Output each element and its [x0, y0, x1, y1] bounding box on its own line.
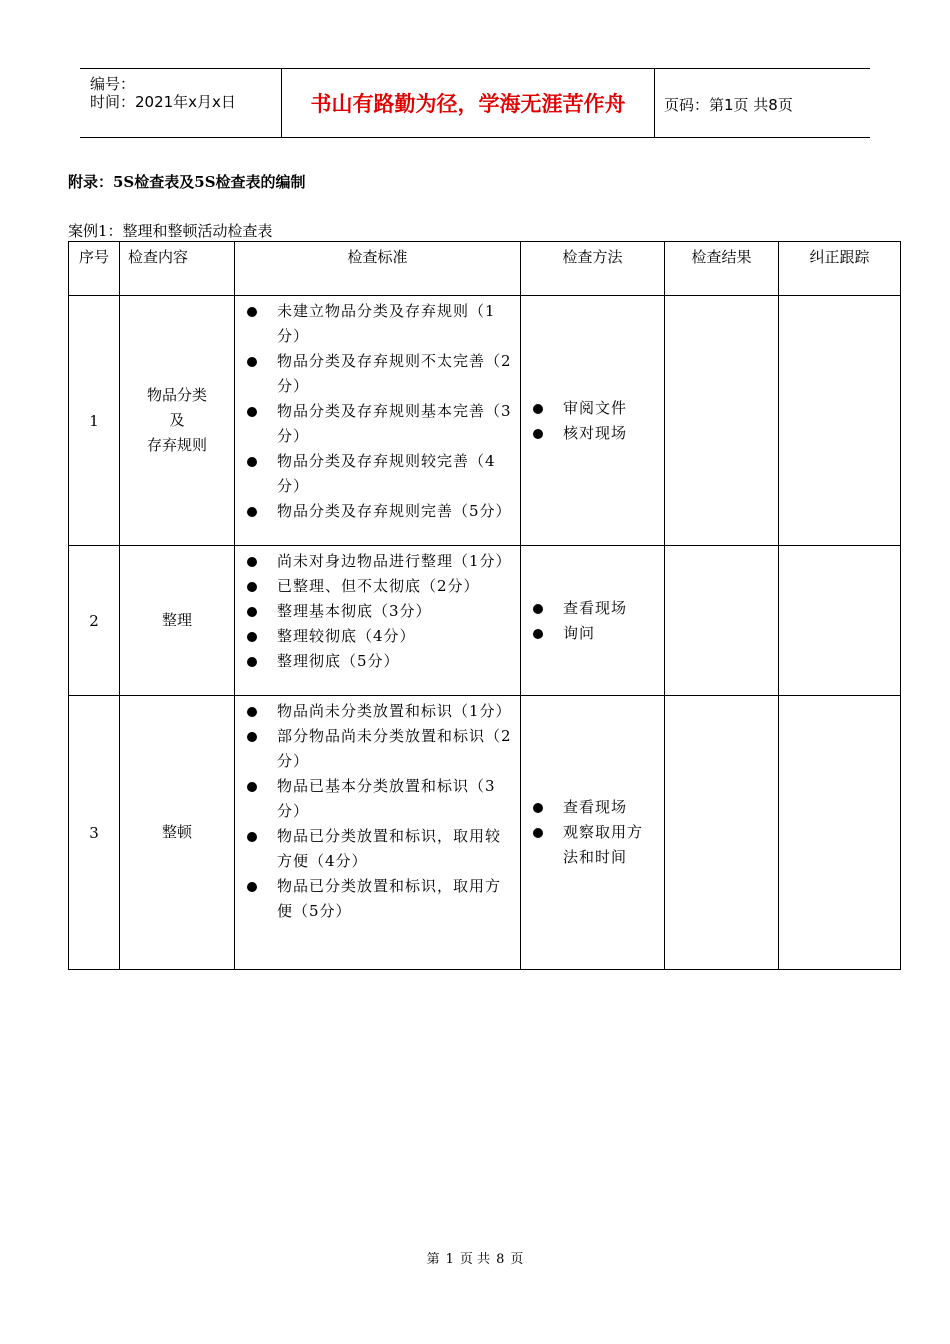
number-label: 编号：: [90, 75, 136, 93]
time-label: 时间：2021年x月x日: [90, 93, 236, 111]
criteria-item: 未建立物品分类及存弃规则（1分）: [243, 299, 512, 349]
table-row: [69, 696, 901, 970]
row-content: [120, 696, 235, 970]
criteria-item: 物品分类及存弃规则完善（5分）: [243, 499, 512, 524]
row-tracking: [779, 546, 901, 696]
criteria-item: 物品分类及存弃规则不太完善（2分）: [243, 349, 512, 399]
method-item: 询问: [529, 621, 656, 646]
row-tracking: [779, 296, 901, 546]
header-tracking: 纠正跟踪: [779, 242, 901, 296]
table-row: [69, 546, 901, 696]
criteria-item: 物品已分类放置和标识，取用较方便（4分）: [243, 824, 512, 874]
header-no: 序号: [69, 242, 120, 296]
document-header: [80, 68, 870, 138]
row-result: [665, 296, 779, 546]
row-methods: [521, 696, 665, 970]
row-content: [120, 296, 235, 546]
row-methods: [521, 296, 665, 546]
header-meta: [80, 69, 281, 137]
content-line: 整顿: [161, 823, 192, 841]
criteria-item: 物品已基本分类放置和标识（3分）: [243, 774, 512, 824]
content-line: 整理: [161, 611, 192, 629]
method-item: 查看现场: [529, 795, 656, 820]
criteria-item: 整理彻底（5分）: [243, 649, 512, 674]
table-row: [69, 296, 901, 546]
criteria-item: 整理基本彻底（3分）: [243, 599, 512, 624]
case-title: 案例1：整理和整顿活动检查表: [68, 222, 273, 240]
table-header-row: [69, 242, 901, 296]
appendix-title: 附录：5S检查表及5S检查表的编制: [68, 173, 306, 191]
row-criteria: [235, 546, 521, 696]
footer-suffix: 页: [510, 1252, 524, 1267]
row-result: [665, 696, 779, 970]
row-content: [120, 546, 235, 696]
row-result: [665, 546, 779, 696]
row-criteria: [235, 696, 521, 970]
method-item: 审阅文件: [529, 396, 656, 421]
criteria-item: 整理较彻底（4分）: [243, 624, 512, 649]
footer-page: 1: [445, 1252, 454, 1267]
criteria-item: 物品尚未分类放置和标识（1分）: [243, 699, 512, 724]
header-page-info: 页码：第1页 共8页: [664, 96, 793, 114]
header-motto: 书山有路勤为径，学海无涯苦作舟: [281, 69, 655, 137]
row-number: 2: [69, 546, 120, 696]
row-number: 1: [69, 296, 120, 546]
row-methods: [521, 546, 665, 696]
criteria-item: 物品分类及存弃规则基本完善（3分）: [243, 399, 512, 449]
criteria-item: 部分物品尚未分类放置和标识（2分）: [243, 724, 512, 774]
header-criteria: 检查标准: [235, 242, 521, 296]
inspection-table: [68, 241, 901, 970]
method-item: 查看现场: [529, 596, 656, 621]
method-item: 核对现场: [529, 421, 656, 446]
footer-total: 8: [496, 1252, 505, 1267]
row-number: 3: [69, 696, 120, 970]
content-line: 物品分类: [146, 386, 207, 404]
header-method: 检查方法: [521, 242, 665, 296]
criteria-item: 物品分类及存弃规则较完善（4分）: [243, 449, 512, 499]
header-result: 检查结果: [665, 242, 779, 296]
footer-mid: 页 共: [459, 1252, 491, 1267]
method-item: 观察取用方法和时间: [529, 820, 656, 870]
content-line: 及: [169, 411, 185, 429]
content-line: 存弃规则: [146, 436, 207, 454]
header-content: 检查内容: [120, 242, 235, 296]
row-tracking: [779, 696, 901, 970]
criteria-item: 已整理、但不太彻底（2分）: [243, 574, 512, 599]
footer-prefix: 第: [426, 1252, 440, 1267]
criteria-item: 物品已分类放置和标识，取用方便（5分）: [243, 874, 512, 924]
row-criteria: [235, 296, 521, 546]
criteria-item: 尚未对身边物品进行整理（1分）: [243, 549, 512, 574]
page-footer: [0, 1248, 950, 1267]
